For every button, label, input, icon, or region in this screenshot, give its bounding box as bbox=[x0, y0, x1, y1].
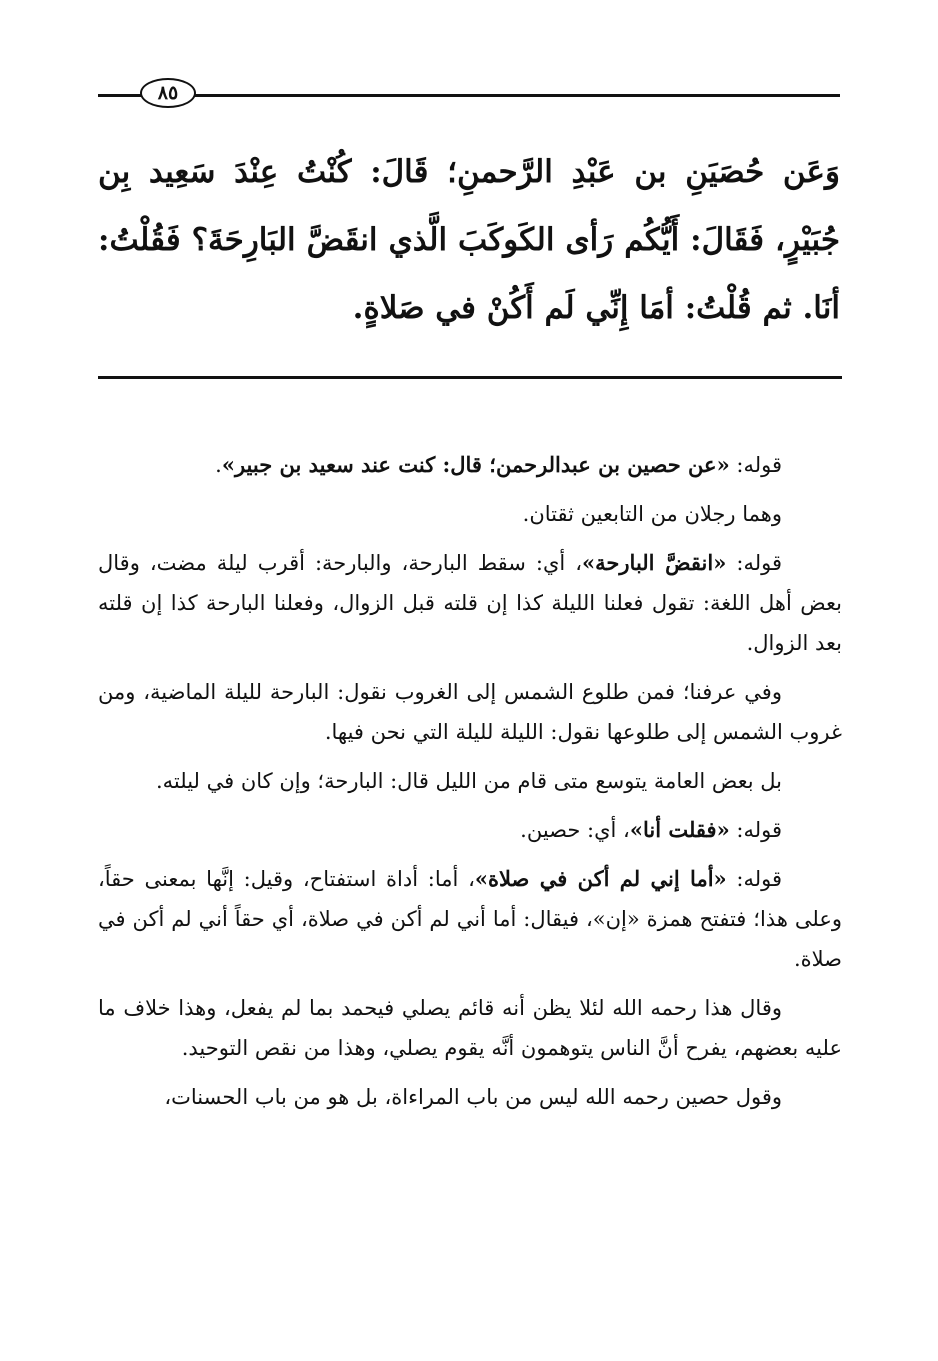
header-rule-right bbox=[190, 94, 840, 97]
commentary-paragraph bbox=[98, 445, 842, 485]
commentary-paragraph: وهما رجلان من التابعين ثقتان. bbox=[522, 502, 782, 526]
commentary-paragraph: وفي عرفنا؛ فمن طلوع الشمس إلى الغروب نقول: البارحة لليلة الماضية، ومن غروب الشمس إلى طلوعها نقول: الليلة لليلة التي نحن فيها. bbox=[98, 680, 842, 744]
commentary-paragraph: وقول حصين رحمه الله ليس من باب المراءاة، بل هو من باب الحسنات، bbox=[164, 1085, 782, 1109]
hadith-text: وَعَن حُصَيَنِ بن عَبْدِ الرَّحمنِ؛ قَالَ: كُنْتُ عِنْدَ سَعِيد بِن جُبَيْرٍ، فَقَالَ: أَيُّكُم رَأى الكَوكَبَ الَّذي انقَضَّ البَارِحَةَ؟ فَقُلْتُ: أنَا. ثم قُلْتُ: أمَا إِنِّي لَم أَكُنْ في صَلاةٍ. bbox=[98, 154, 840, 326]
commentary-label: قوله: bbox=[726, 867, 782, 891]
commentary-quote: «أما إني لم أكن في صلاة» bbox=[474, 866, 727, 891]
commentary-paragraph: وقال هذا رحمه الله لئلا يظن أنه قائم يصلي فيحمد بما لم يفعل، وهذا خلاف ما عليه بعضهم، يفرح أنَّ الناس يتوهمون أنَّه يقوم يصلي، وهذا من نقص التوحيد. bbox=[98, 996, 842, 1060]
commentary-paragraph bbox=[98, 859, 842, 979]
commentary-paragraph bbox=[98, 810, 842, 850]
commentary-text: ، أي: سقط البارحة، والبارحة: أقرب ليلة مضت، وقال بعض أهل اللغة: تقول فعلنا الليلة كذا إن قلته قبل الزوال، وفعلنا البارحة كذا إن قلته بعد الزوال. bbox=[98, 551, 842, 655]
commentary-quote: «انقضَّ البارحة» bbox=[582, 550, 727, 575]
commentary-block bbox=[98, 445, 842, 1126]
commentary-paragraph: بل بعض العامة يتوسع متى قام من الليل قال: البارحة؛ وإن كان في ليلته. bbox=[155, 769, 782, 793]
commentary-text: ، أما: أداة استفتاح، وقيل: إنَّها بمعنى حقاً، وعلى هذا؛ فتفتح همزة «إن»، فيقال: أما أني لم أكن في صلاة، أي حقاً أني لم أكن في صلاة. bbox=[98, 867, 842, 971]
commentary-quote: «عن حصين بن عبدالرحمن؛ قال: كنت عند سعيد بن جبير» bbox=[221, 452, 730, 477]
commentary-label: قوله: bbox=[726, 551, 782, 575]
commentary-label: قوله: bbox=[729, 453, 782, 477]
hadith-text-block bbox=[98, 138, 840, 342]
commentary-text: ، أي: حصين. bbox=[520, 818, 630, 842]
commentary-text: . bbox=[215, 453, 222, 477]
commentary-quote: «فقلت أنا» bbox=[629, 817, 730, 842]
page-number: ٨٥ bbox=[140, 78, 196, 108]
commentary-label: قوله: bbox=[729, 818, 782, 842]
commentary-paragraph bbox=[98, 543, 842, 663]
section-divider bbox=[98, 376, 842, 379]
